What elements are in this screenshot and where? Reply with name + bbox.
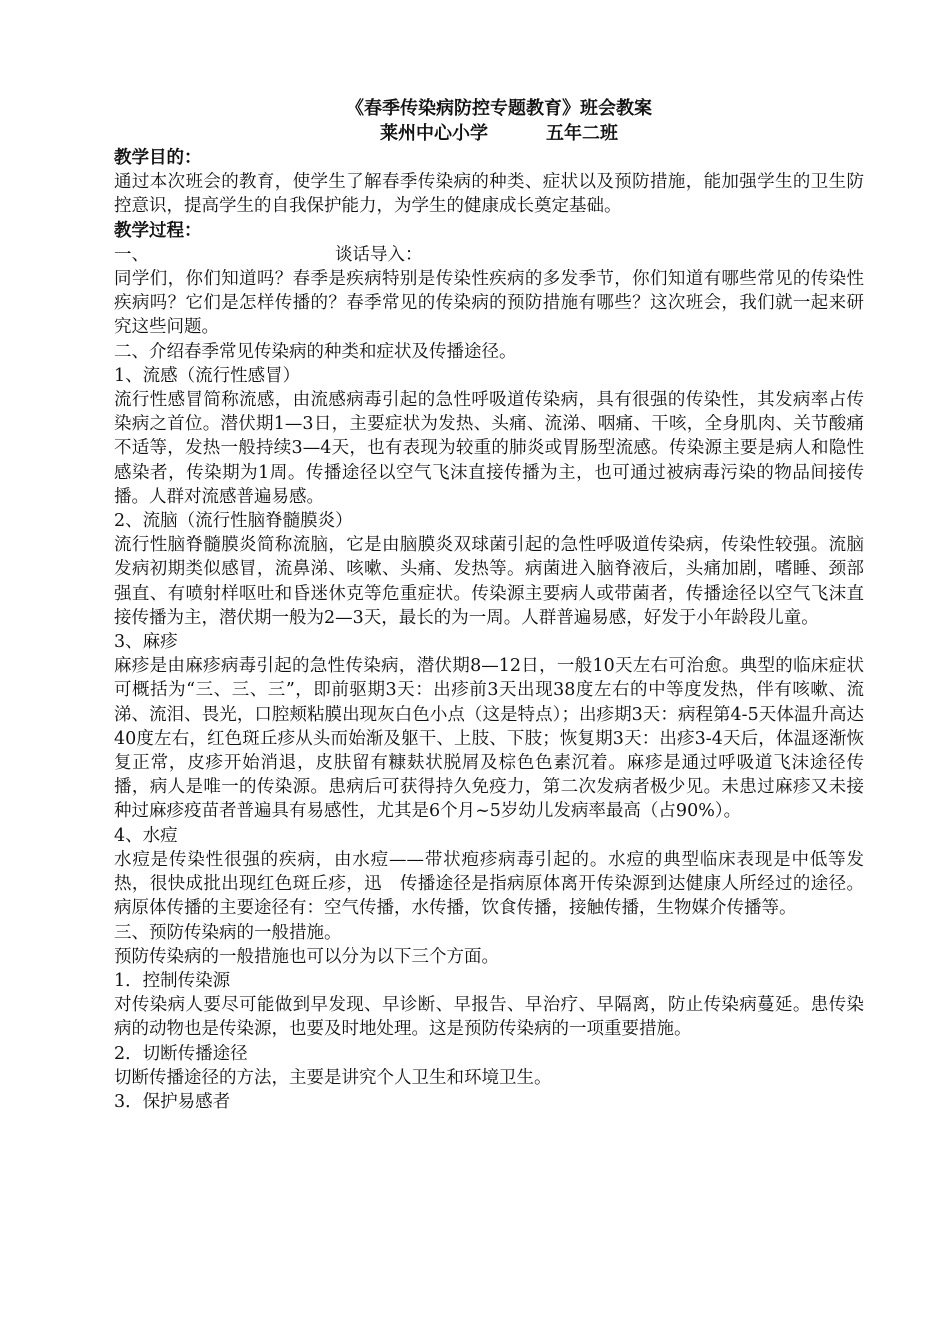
purpose-heading: 教学目的： [114,148,202,168]
measure-1-paragraph: 对传染病人要尽可能做到早发现、早诊断、早报告、早治疗、早隔离，防止传染病蔓延。患传染病的动物也是传染源，也要及时地处理。这是预防传染病的一项重要措施。 [114,995,864,1040]
section-1-heading [114,243,864,267]
disease-2-paragraph: 流行性脑脊髓膜炎简称流脑，它是由脑膜炎双球菌引起的急性呼吸道传染病，传染性较强。流脑发病初期类似感冒，流鼻涕、咳嗽、头痛、发热等。病菌进入脑脊液后，头痛加剧，嗜睡、颈部强直、有喷射样呕吐和昏迷休克等危重症状。传染源主要病人或带菌者，传播途径以空气飞沫直接传播为主，潜伏期一般为2—3天，最长的为一周。人群普遍易感，好发于小年龄段儿童。 [114,535,864,628]
measure-2-heading: 2．切断传播途径 [114,1043,248,1064]
school-name: 莱州中心小学 [380,123,488,144]
lesson-plan-page [114,96,864,1114]
measure-2-paragraph: 切断传播途径的方法，主要是讲究个人卫生和环境卫生。 [114,1067,552,1088]
page-subtitle [134,121,864,146]
section-1-title: 谈话导入： [335,244,423,265]
disease-1-paragraph: 流行性感冒简称流感，由流感病毒引起的急性呼吸道传染病，具有很强的传染性，其发病率占传染病之首位。潜伏期1—3日，主要症状为发热、头痛、流涕、咽痛、干咳，全身肌肉、关节酸痛不适等，发热一般持续3—4天，也有表现为较重的肺炎或胃肠型流感。传染源主要是病人和隐性感染者，传染期为1周。传播途径以空气飞沫直接传播为主，也可通过被病毒污染的物品间接传播。人群对流感普遍易感。 [114,390,864,507]
section-3-paragraph: 预防传染病的一般措施也可以分为以下三个方面。 [114,946,499,967]
section-1-number: 一、 [114,244,149,265]
class-name: 五年二班 [546,123,618,144]
disease-3-paragraph: 麻疹是由麻疹病毒引起的急性传染病，潜伏期8—12日，一般10天左右可治愈。典型的临床症状可概括为“三、三、三”，即前驱期3天：出疹前3天出现38度左右的中等度发热，伴有咳嗽、流涕、流泪、畏光，口腔颊粘膜出现灰白色小点（这是特点）；出疹期3天：病程第4-5天体温升高达40度左右，红色斑丘疹从头而始渐及躯干、上肢、下肢；恢复期3天：出疹3-4天后，体温逐渐恢复正常，皮疹开始消退，皮肤留有糠麸状脱屑及棕色色素沉着。麻疹是通过呼吸道飞沫途径传播，病人是唯一的传染源。患病后可获得持久免疫力，第二次发病者极少见。未患过麻疹又未接种过麻疹疫苗者普遍具有易感性，尤其是6个月~5岁幼儿发病率最高（占90%）。 [114,656,864,822]
disease-4-heading: 4、水痘 [114,825,178,846]
section-2-heading: 二、介绍春季常见传染病的种类和症状及传播途径。 [114,341,517,362]
page-title: 《春季传染病防控专题教育》班会教案 [346,98,652,119]
process-heading: 教学过程： [114,220,202,241]
disease-1-heading: 1、流感（流行性感冒） [114,365,301,386]
section-1-paragraph: 同学们，你们知道吗？春季是疾病特别是传染性疾病的多发季节，你们知道有哪些常见的传染性疾病吗？它们是怎样传播的？春季常见的传染病的预防措施有哪些？这次班会，我们就一起来研究这些问题。 [114,269,864,338]
disease-3-heading: 3、麻疹 [114,632,178,653]
disease-4-paragraph: 水痘是传染性很强的疾病，由水痘——带状疱疹病毒引起的。水痘的典型临床表现是中低等发热，很快成批出现红色斑丘疹，迅 传播途径是指病原体离开传染源到达健康人所经过的途径。病原体传播的主要途径有：空气传播，水传播，饮食传播，接触传播，生物媒介传播等。 [114,849,864,919]
measure-1-heading: 1．控制传染源 [114,970,231,991]
disease-2-heading: 2、流脑（流行性脑脊髓膜炎） [114,511,353,532]
section-3-heading: 三、预防传染病的一般措施。 [114,922,342,943]
measure-3-heading: 3．保护易感者 [114,1091,231,1112]
purpose-paragraph: 通过本次班会的教育，使学生了解春季传染病的种类、症状以及预防措施，能加强学生的卫生防控意识，提高学生的自我保护能力，为学生的健康成长奠定基础。 [114,172,864,217]
